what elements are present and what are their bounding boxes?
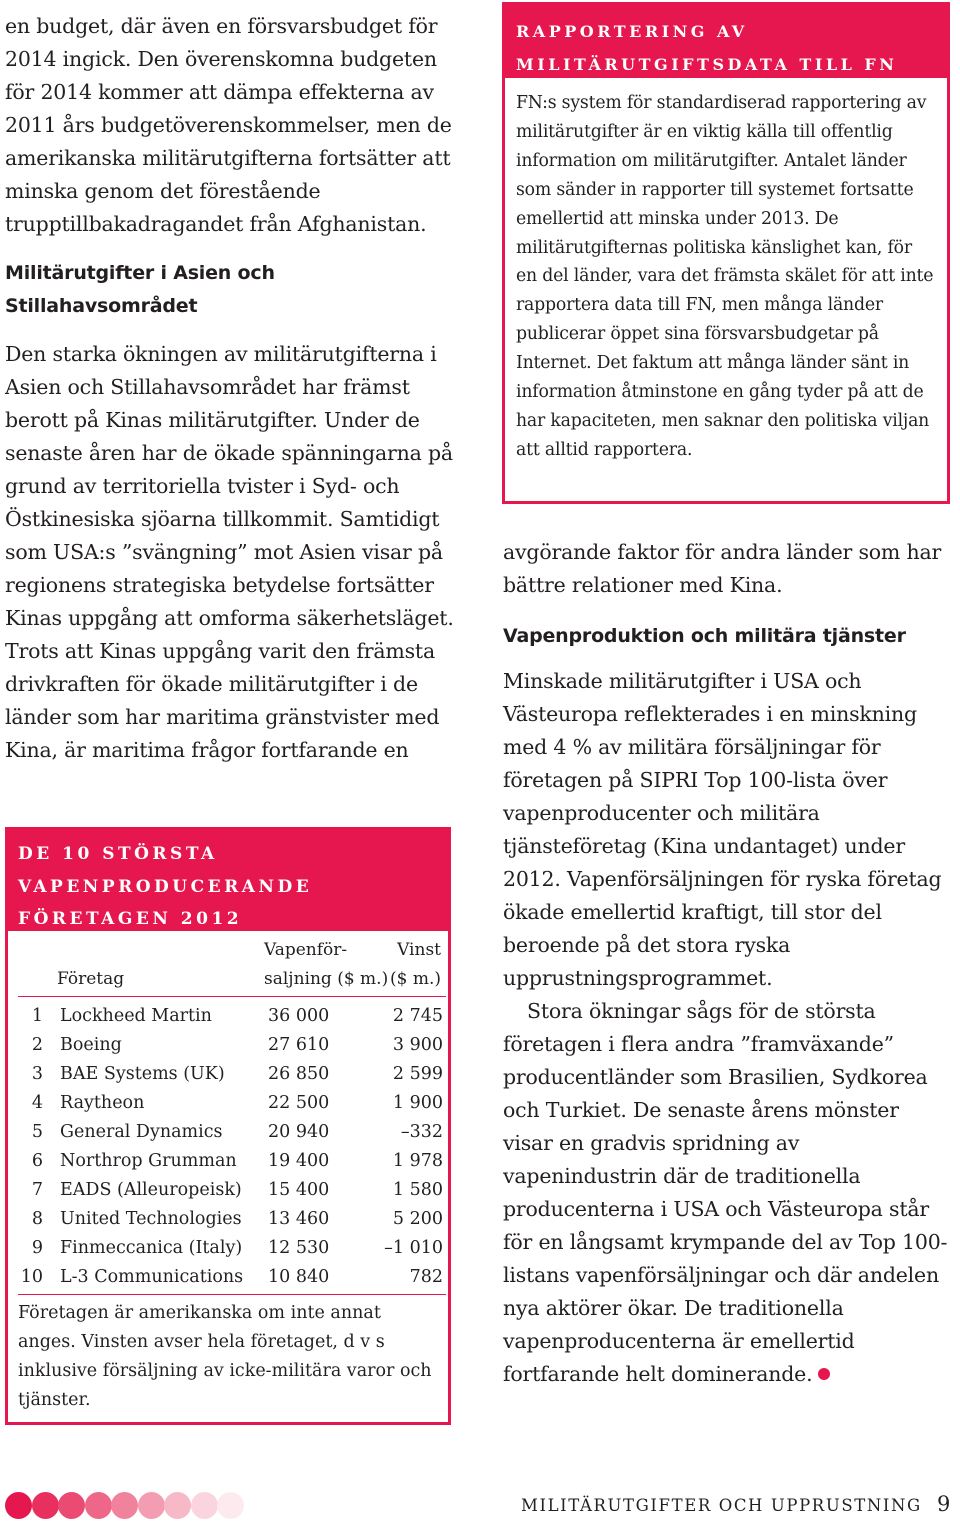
page-number: 9: [937, 1492, 951, 1516]
row-company: United Technologies: [60, 1209, 242, 1229]
table-row: [18, 1031, 443, 1060]
row-rank: 8: [31, 1209, 43, 1229]
un-reporting-body: FN:s system för standardiserad rapportering av militärutgifter är en viktig källa till offentlig information om militärutgifter. Antalet länder som sänder in rapporter till systemet fortsatte emellertid att minska under 2013. De militärutgifternas politiska känslighet kan, för en del länder, vara det främsta skälet för att inte rapportera data till FN, men många länder publicerar öppet sina försvarsbudgetar på Internet. Det faktum att många länder sänt in information åtminstone en gång tyder på att de har kapaciteten, men saknar den politiska viljan att alltid rapportera.: [516, 93, 934, 460]
table-row: [18, 1147, 443, 1176]
row-profit: 3 900: [392, 1035, 443, 1055]
row-sales: 13 460: [268, 1209, 330, 1229]
table-row: [18, 1060, 443, 1089]
row-company: Lockheed Martin: [60, 1006, 212, 1026]
left-paragraph-2: Den starka ökningen av militärutgifterna i Asien och Stillahavsområdet har främst berott på Kinas militärutgifter. Under de senaste åren har de ökade spänningarna på grund av territoriella tvister i Syd- och Östkinesiska sjöarna tillkommit. Samtidigt som USA:s ”svängning” mot Asien visar på regionens strategiska betydelse fortsätter Kinas uppgång att omforma säkerhetsläget. Trots att Kinas uppgång varit den främsta drivkraften för ökade militärutgifter i de länder som har maritima gränstvister med Kina, är maritima frågor fortfarande en: [5, 342, 454, 762]
row-profit: 1 580: [392, 1180, 443, 1200]
row-company: Northrop Grumman: [60, 1151, 237, 1171]
row-company: EADS (Alleuropeisk): [60, 1180, 242, 1200]
row-company: General Dynamics: [60, 1122, 223, 1142]
footer-dot: [5, 1492, 32, 1519]
row-sales: 22 500: [268, 1093, 330, 1113]
right-paragraph-3-text: Stora ökningar sågs för de största företagen i flera andra ”framväxande” producentländer som Brasilien, Sydkorea och Turkiet. De senaste årens mönster visar en gradvis spridning av vapenindustrin där de traditionella producenterna i USA och Västeuropa står för en långsamt krympande del av Top 100-listans vapenförsäljningar och där andelen nya aktörer ökar. De traditionella vapenproducenterna är emellertid fortfarande helt dominerande.: [503, 999, 948, 1386]
footer-dot: [164, 1492, 191, 1519]
left-column: [5, 10, 455, 767]
row-company: Boeing: [60, 1035, 122, 1055]
row-sales: 20 940: [268, 1122, 330, 1142]
footer-dot: [138, 1492, 165, 1519]
row-sales: 10 840: [268, 1267, 330, 1287]
footer-dot: [85, 1492, 112, 1519]
row-rank: 1: [31, 1006, 43, 1026]
row-company: Finmeccanica (Italy): [60, 1238, 243, 1258]
row-sales: 27 610: [268, 1035, 330, 1055]
row-sales: 26 850: [268, 1064, 330, 1084]
row-sales: 36 000: [268, 1006, 330, 1026]
row-profit: 2 599: [392, 1064, 443, 1084]
row-profit: –332: [400, 1122, 443, 1142]
table-row: [18, 1205, 443, 1234]
right-paragraph-3: [503, 995, 953, 1391]
table-row: [18, 1176, 443, 1205]
footer-dot: [111, 1492, 138, 1519]
col-header-company: Företag: [57, 969, 125, 989]
row-sales: 12 530: [268, 1238, 330, 1258]
section-heading-asia: Militärutgifter i Asien och Stillahavsområdet: [5, 262, 275, 317]
end-marker-dot: [818, 1368, 830, 1380]
left-paragraph-1: en budget, där även en försvarsbudget för 2014 ingick. Den överenskomna budgeten för 2014 kommer att dämpa effekterna av 2011 års budgetöverenskommelser, men de amerikanska militärutgifterna fortsätter att minska genom det förestående trupptillbakadragandet från Afghanistan.: [5, 14, 452, 236]
row-rank: 2: [31, 1035, 43, 1055]
table-row: [18, 1118, 443, 1147]
table-note: Företagen är amerikanska om inte annat anges. Vinsten avser hela företaget, d v s inklusive försäljning av icke-militära varor och tjänster.: [18, 1303, 432, 1410]
row-sales: 19 400: [268, 1151, 330, 1171]
table-header-rule: [18, 996, 446, 997]
row-company: Raytheon: [60, 1093, 145, 1113]
table-row: [18, 1089, 443, 1118]
row-rank: 5: [31, 1122, 43, 1142]
row-profit: –1 010: [384, 1238, 443, 1258]
un-reporting-title: RAPPORTERING AV MILITÄRUTGIFTSDATA TILL FN: [505, 5, 947, 78]
col-header-sales-2: saljning ($ m.): [264, 969, 389, 989]
footer-dot: [32, 1492, 59, 1519]
row-profit: 5 200: [392, 1209, 443, 1229]
row-profit: 782: [409, 1267, 443, 1287]
right-column: [503, 536, 953, 1391]
un-reporting-box: [502, 2, 950, 504]
row-rank: 10: [20, 1267, 43, 1287]
row-rank: 4: [31, 1093, 43, 1113]
col-header-sales-1: Vapenför-: [264, 940, 348, 960]
col-header-profit-1: Vinst: [397, 940, 441, 960]
footer-chapter-title: MILITÄRUTGIFTER OCH UPPRUSTNING: [521, 1496, 922, 1515]
row-sales: 15 400: [268, 1180, 330, 1200]
footer-dot: [58, 1492, 85, 1519]
row-rank: 3: [31, 1064, 43, 1084]
col-header-profit-2: ($ m.): [389, 969, 441, 989]
right-paragraph-2: Minskade militärutgifter i USA och Västeuropa reflekterades i en minskning med 4 % av militära försäljningar för företagen på SIPRI Top 100-lista över vapenproducenter och militära tjänsteföretag (Kina undantaget) under 2012. Vapenförsäljningen för ryska företag ökade emellertid kraftigt, till stor del beroende på det stora ryska upprustningsprogrammet.: [503, 669, 942, 990]
row-company: L-3 Communications: [60, 1267, 244, 1287]
row-rank: 7: [31, 1180, 43, 1200]
row-profit: 2 745: [392, 1006, 443, 1026]
top10-title: DE 10 STÖRSTA VAPENPRODUCERANDE FÖRETAGEN 2012: [8, 830, 448, 931]
row-profit: 1 900: [392, 1093, 443, 1113]
footer-dot: [217, 1492, 244, 1519]
top10-producers-box: [5, 827, 451, 1425]
row-rank: 6: [31, 1151, 43, 1171]
row-rank: 9: [31, 1238, 43, 1258]
row-company: BAE Systems (UK): [60, 1064, 225, 1084]
section-heading-arms-production: Vapenproduktion och militära tjänster: [503, 625, 906, 647]
row-profit: 1 978: [392, 1151, 443, 1171]
right-paragraph-1: avgörande faktor för andra länder som har bättre relationer med Kina.: [503, 540, 942, 597]
footer-dot: [191, 1492, 218, 1519]
table-row: [18, 1234, 443, 1263]
table-row: [18, 1002, 443, 1031]
table-footer-rule: [18, 1294, 446, 1295]
table-row: [18, 1263, 443, 1292]
